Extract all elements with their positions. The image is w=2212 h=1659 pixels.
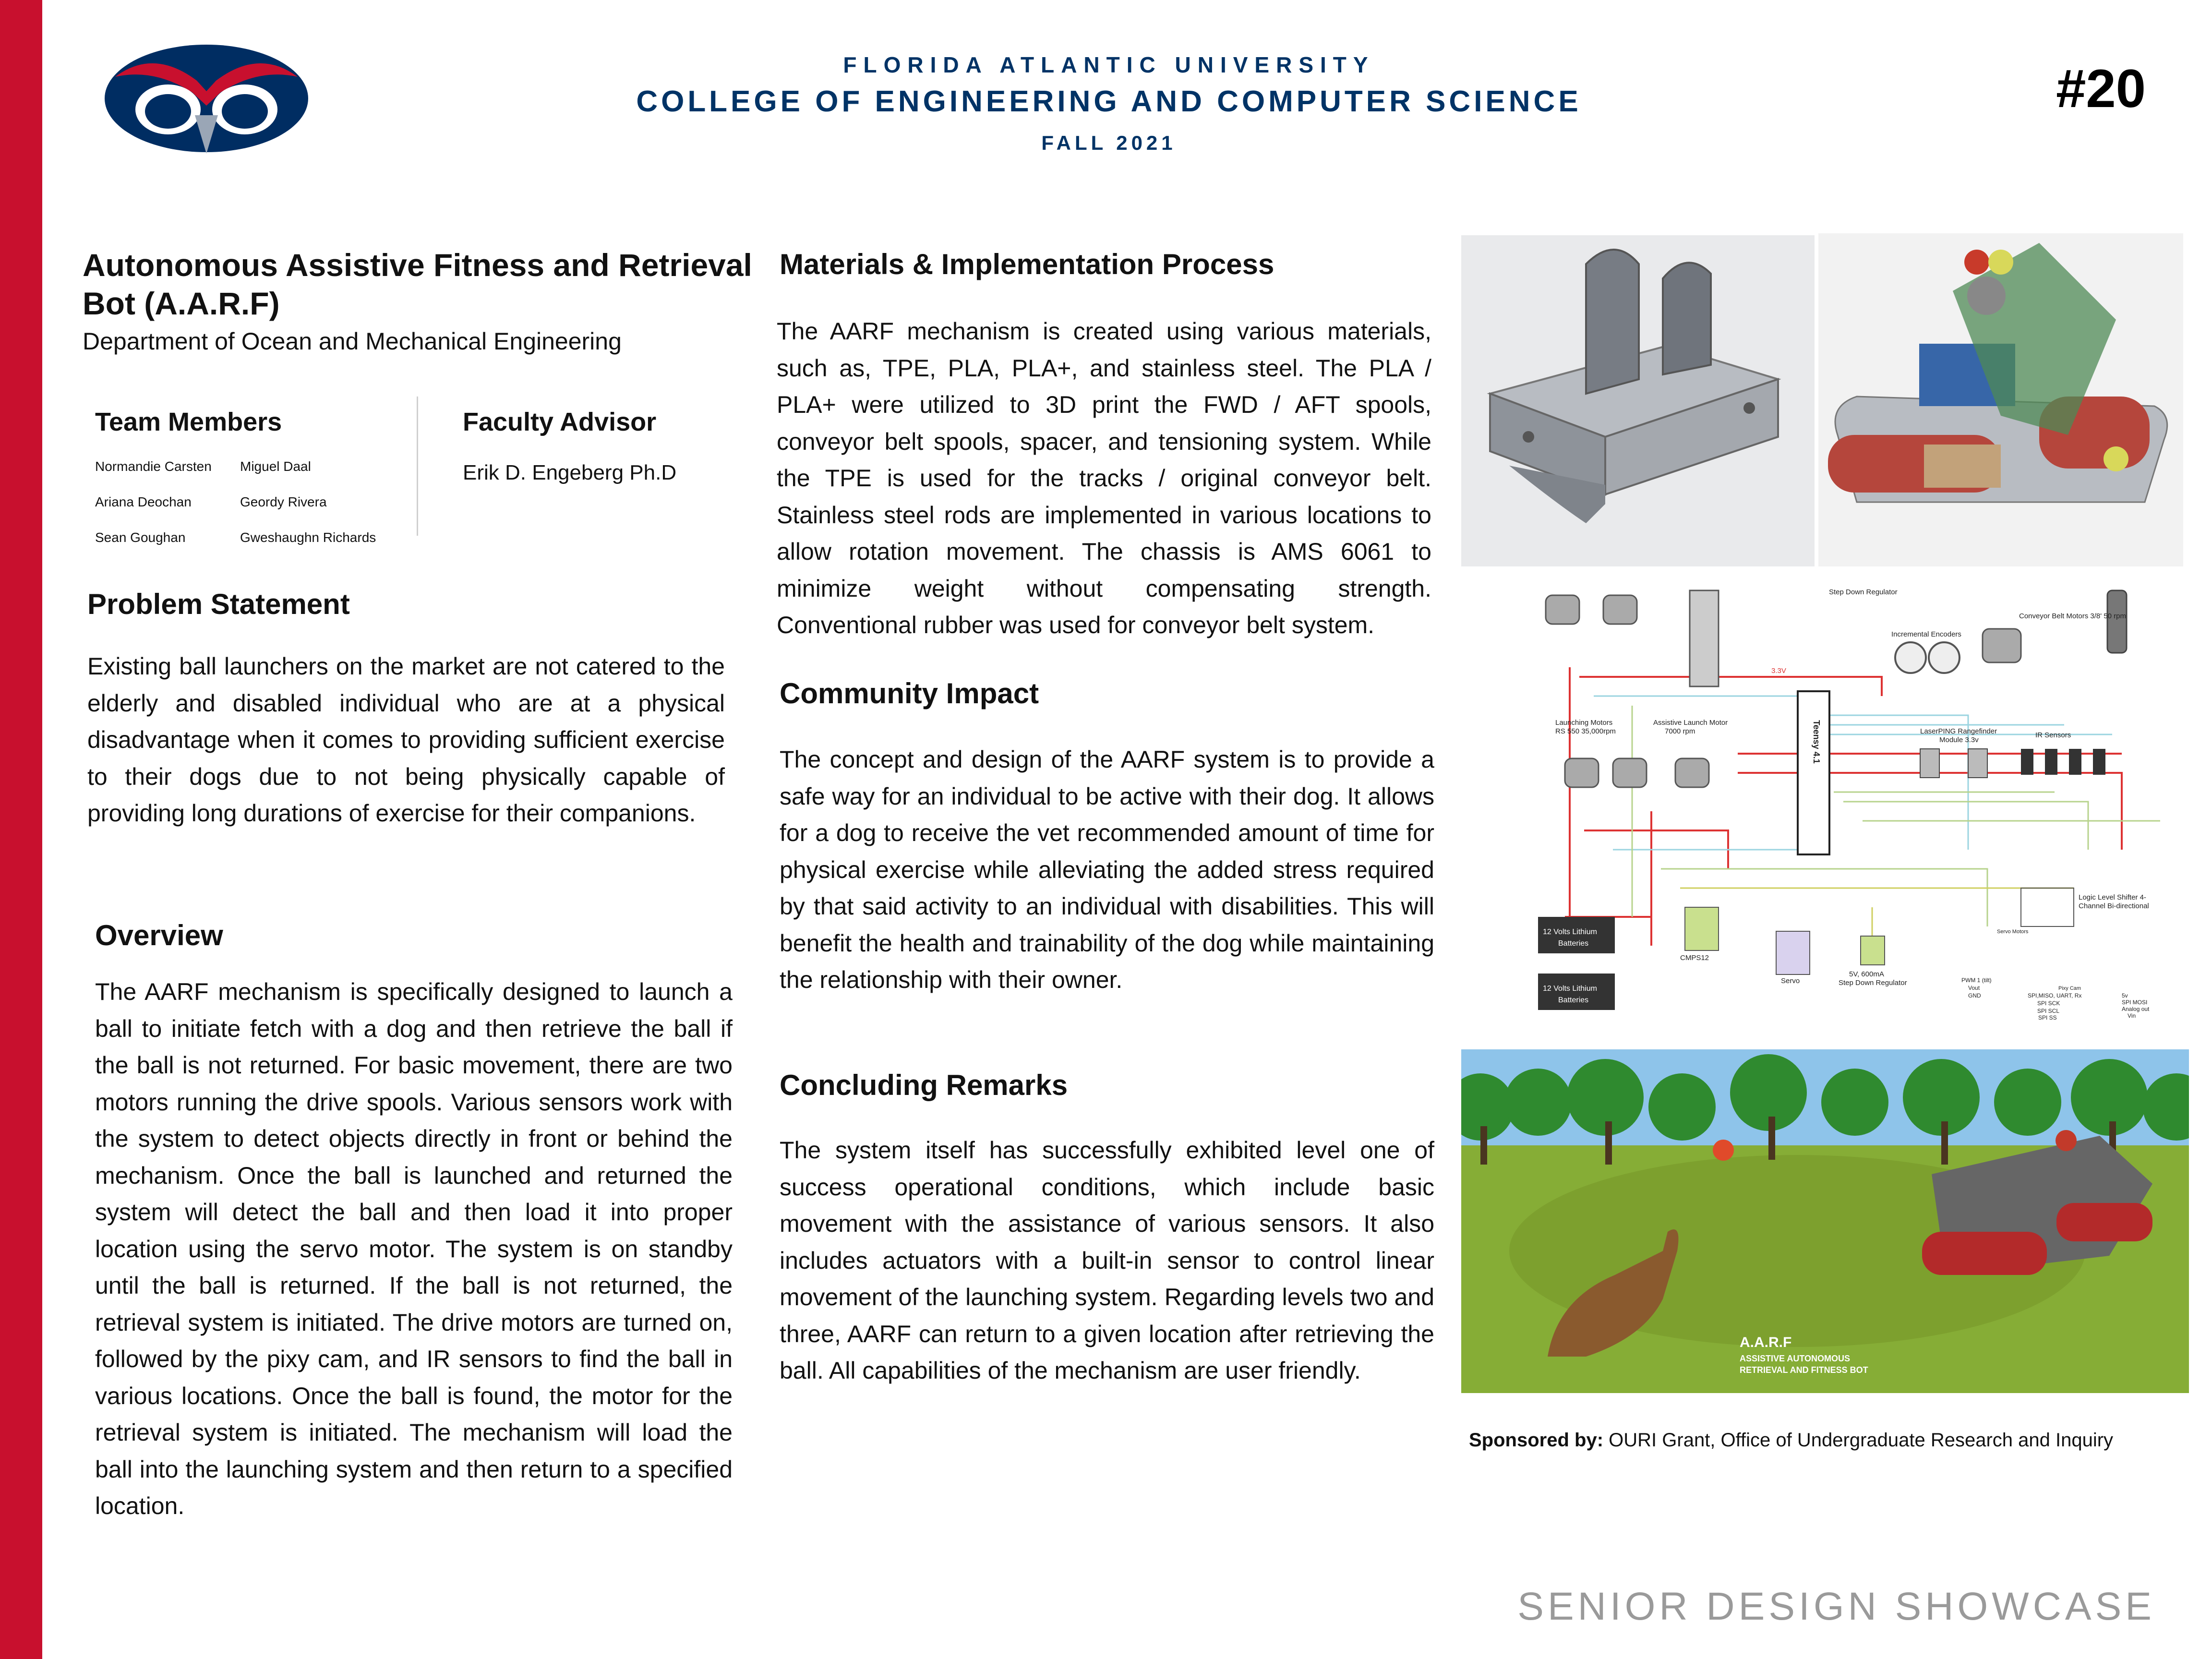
schematic-label: 7000 rpm: [1665, 727, 1695, 735]
team-member: Sean Goughan: [95, 530, 186, 545]
team-member: Ariana Deochan: [95, 494, 192, 509]
owl-logo-icon: [101, 38, 312, 158]
overview-body: The AARF mechanism is specifically designed to launch a ball to initiate fetch with a dog and then retrieve the ball if the ball is not returned. For basic movement, there are two motors running the drive spools. Various sensors work with the system to detect objects directly in front or behind the mechanism. Once the ball is launched and returned the system will detect the ball and then load it into proper location using the servo motor. The system is on standby until the ball is returned. If the ball is not returned, the retrieval system is initiated. The drive motors are turned on, followed by the pixy cam, and IR sensors to find the ball in various locations. Once the ball is found, the motor for the retrieval system is initiated. The mechanism will load the ball into the launching system and then return to a specified location.: [95, 978, 733, 1519]
schematic-label: 5v: [2122, 992, 2128, 999]
chassis-cad-image: [1461, 235, 1815, 566]
team-member: Miguel Daal: [240, 459, 311, 474]
battery-label: 12 Volts Lithium: [1543, 985, 1597, 993]
schematic-label: Launching Motors: [1555, 719, 1613, 727]
schematic-label: SPI MOSI: [2122, 999, 2148, 1006]
schematic-label: Analog out: [2122, 1006, 2150, 1012]
sponsor-label: Sponsored by:: [1469, 1430, 1604, 1451]
department: Department of Ocean and Mechanical Engineering: [83, 328, 622, 355]
schematic-label: Channel Bi-directional: [2079, 902, 2149, 910]
team-divider: [417, 397, 418, 536]
schematic-label: Step Down Regulator: [1829, 588, 1898, 596]
illustration-tagline: RETRIEVAL AND FITNESS BOT: [1740, 1365, 1868, 1375]
battery-label: 12 Volts Lithium: [1543, 928, 1597, 936]
schematic-label: Vin: [2128, 1012, 2136, 1019]
university-name: FLORIDA ATLANTIC UNIVERSITY: [843, 52, 1375, 77]
sponsor-line: [1469, 1430, 2179, 1451]
team-member: Geordy Rivera: [240, 494, 327, 509]
schematic-label: SPI SS: [2038, 1014, 2057, 1021]
schematic-label: RS 550 35,000rpm: [1555, 727, 1616, 735]
senior-design-showcase: SENIOR DESIGN SHOWCASE: [1517, 1585, 2155, 1628]
concluding-heading: Concluding Remarks: [780, 1069, 1068, 1101]
team-member: Normandie Carsten: [95, 459, 212, 474]
schematic-label: SPI SCK: [2037, 1000, 2060, 1007]
schematic-label: CMPS12: [1680, 954, 1709, 962]
problem-body: Existing ball launchers on the market are not catered to the elderly and disabled individual who are at a physical disadvantage when it comes to providing sufficient exercise to their dogs due to not being physically capable of providing long durations of exercise for their companions.: [87, 653, 725, 827]
left-accent-bar: [0, 0, 42, 1659]
schematic-label: LaserPING Rangefinder: [1920, 727, 1997, 735]
schematic-label: Servo: [1781, 977, 1800, 985]
schematic-label: Servo Motors: [1997, 929, 2029, 935]
schematic-label: SPI,MISO, UART, Rx: [2028, 992, 2082, 999]
schematic-label: Vout: [1968, 985, 1980, 991]
illustration-brand: A.A.R.F: [1740, 1334, 1792, 1350]
teensy-label: Teensy 4.1: [1812, 720, 1821, 764]
team-members-heading: Team Members: [95, 408, 282, 436]
poster-number: #20: [2056, 59, 2146, 119]
community-body: The concept and design of the AARF system is to provide a safe way for an individual to be active with their dog. It allows for a dog to receive the vet recommended amount of time for physical exercise while alleviating the added stress required by that said activity to an individual with disabilities. This will benefit the health and trainability of the dog while maintaining the relationship with their owner.: [780, 746, 1434, 993]
schematic-label: Pixy Cam: [2058, 986, 2081, 991]
schematic-label: Conveyor Belt Motors 3/8' 50 rpm: [2019, 612, 2126, 620]
community-heading: Community Impact: [780, 677, 1039, 709]
battery-label: Batteries: [1558, 996, 1589, 1004]
robot-cad-image: [1818, 233, 2183, 566]
schematic-label: IR Sensors: [2035, 731, 2071, 739]
college-name: COLLEGE OF ENGINEERING AND COMPUTER SCIENCE: [636, 85, 1582, 118]
concluding-body: The system itself has successfully exhibited level one of success operational conditions, which include basic movement with the assistance of various sensors. It also includes actuators with a built-in sensor to control linear movement of the launching system. Regarding levels two and three, AARF can return to a given location after retrieving the ball. All capabilities of the mechanism are user friendly.: [780, 1137, 1434, 1384]
materials-heading: Materials & Implementation Process: [780, 248, 1274, 280]
sponsor-text: OURI Grant, Office of Undergraduate Research and Inquiry: [1609, 1430, 2114, 1451]
materials-body: The AARF mechanism is created using various materials, such as, TPE, PLA, PLA+, and stainless steel. The PLA / PLA+ were utilized to 3D print the FWD / AFT spools, conveyor belt spools, spacer, and tensioning system. While the TPE is used for the tracks / original conveyor belt. Stainless steel rods are implemented in various locations to allow rotation movement. The chassis is AMS 6061 to minimize weight without compensating strength. Conventional rubber was used for conveyor belt system.: [777, 318, 1431, 638]
schematic-label: SPI SCL: [2037, 1008, 2060, 1014]
schematic-label: Assistive Launch Motor: [1653, 719, 1728, 727]
faculty-advisor-name: Erik D. Engeberg Ph.D: [463, 461, 677, 484]
schematic-label: 3.3V: [1771, 667, 1786, 675]
illustration-tagline: ASSISTIVE AUTONOMOUS: [1740, 1354, 1851, 1363]
schematic-label: PWM 1 (tilt): [1961, 977, 1992, 984]
schematic-label: 5V, 600mA: [1849, 970, 1884, 978]
schematic-label: Logic Level Shifter 4-: [2079, 893, 2146, 902]
park-illustration: [1461, 1049, 2189, 1393]
schematic-label: Step Down Regulator: [1839, 979, 1907, 987]
schematic-label: Incremental Encoders: [1891, 630, 1961, 638]
problem-heading: Problem Statement: [87, 588, 350, 620]
overview-heading: Overview: [95, 919, 223, 951]
schematic-label: GND: [1968, 992, 1981, 999]
schematic-label: Module 3.3v: [1939, 736, 1979, 744]
battery-label: Batteries: [1558, 939, 1589, 948]
term: FALL 2021: [1041, 132, 1177, 154]
team-member: Gweshaughn Richards: [240, 530, 376, 545]
faculty-advisor-heading: Faculty Advisor: [463, 408, 657, 436]
wiring-schematic: [1536, 581, 2170, 1022]
project-title: Autonomous Assistive Fitness and Retrieval Bot (A.A.R.F): [83, 247, 752, 321]
